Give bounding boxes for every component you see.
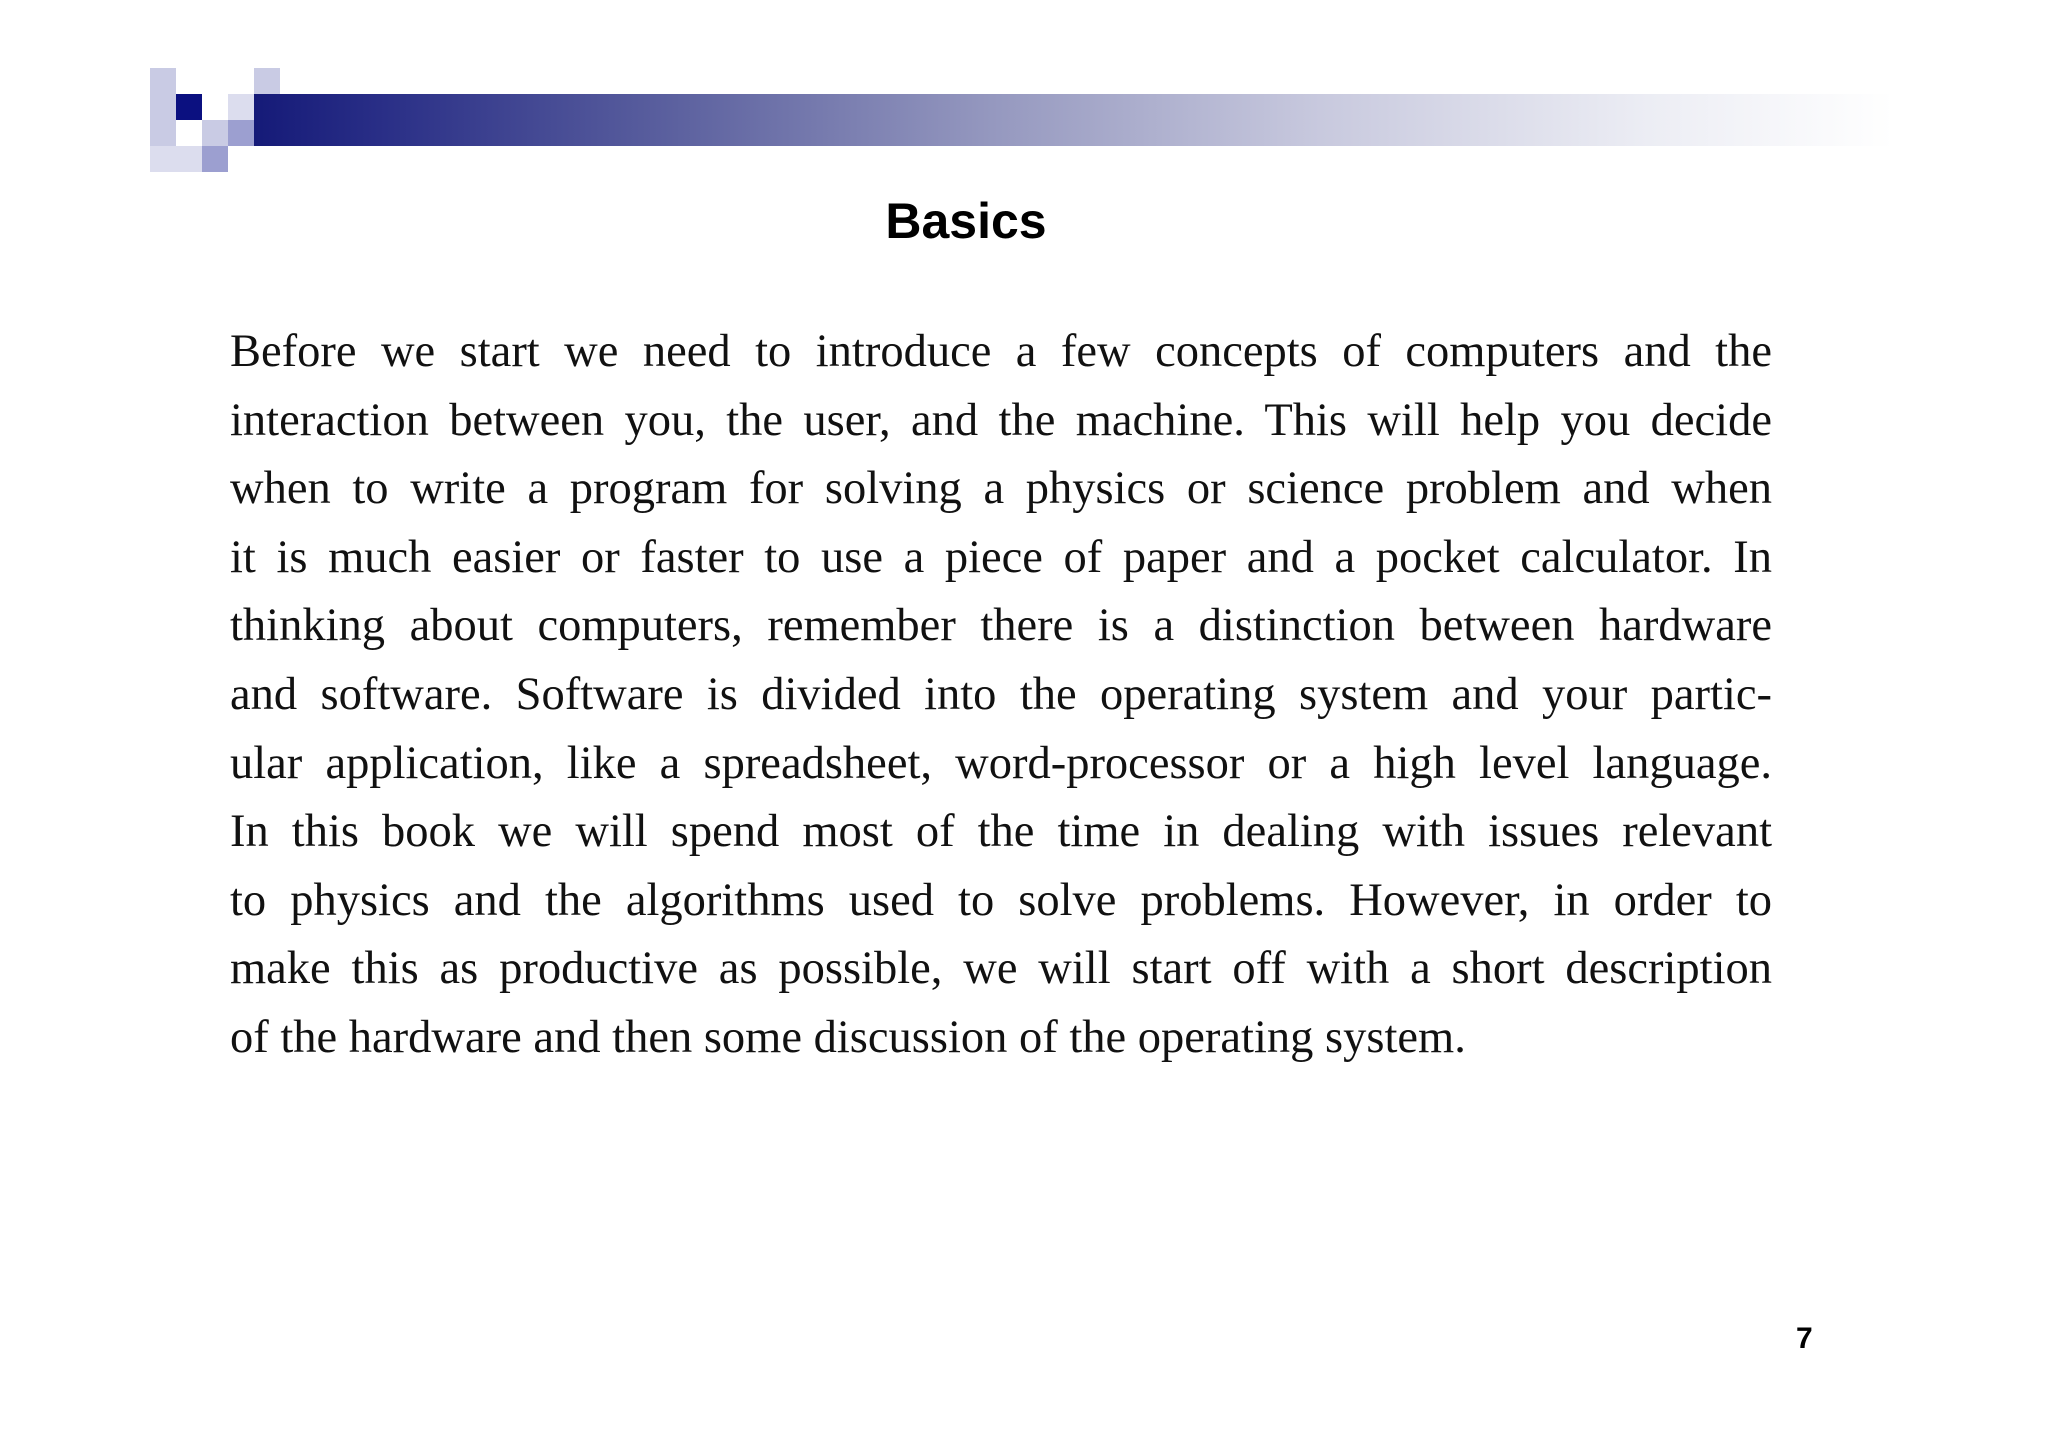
body-paragraph (230, 318, 1772, 1073)
page-number: 7 (1796, 1322, 1813, 1355)
slide-title: Basics (885, 193, 1047, 249)
paragraph-line: make this as productive as possible, we will start off with a short description (230, 943, 1772, 995)
paragraph-line: ular application, like a spreadsheet, word-processor or a high level language. (230, 737, 1772, 789)
decor-square (228, 120, 254, 146)
decor-square (254, 68, 280, 94)
decor-square (228, 94, 254, 120)
paragraph-line: it is much easier or faster to use a piece of paper and a pocket calculator. In (230, 531, 1772, 583)
paragraph-line: thinking about computers, remember there is a distinction between hardware (230, 600, 1772, 652)
paragraph-line: of the hardware and then some discussion of the operating system. (230, 1011, 1466, 1063)
paragraph-line: to physics and the algorithms used to solve problems. However, in order to (230, 874, 1772, 926)
paragraph-line: Before we start we need to introduce a few concepts of computers and the (230, 326, 1772, 377)
header-gradient-bar (254, 94, 1894, 146)
paragraph-line: interaction between you, the user, and the machine. This will help you decide (230, 394, 1772, 446)
decor-square (202, 146, 228, 172)
decor-square (202, 120, 228, 146)
paragraph-line: when to write a program for solving a physics or science problem and when (230, 463, 1772, 515)
paragraph-line: In this book we will spend most of the time in dealing with issues relevant (230, 806, 1772, 858)
decor-square (176, 94, 202, 120)
paragraph-line: and software. Software is divided into the operating system and your partic- (230, 668, 1772, 720)
decor-square (150, 146, 202, 172)
